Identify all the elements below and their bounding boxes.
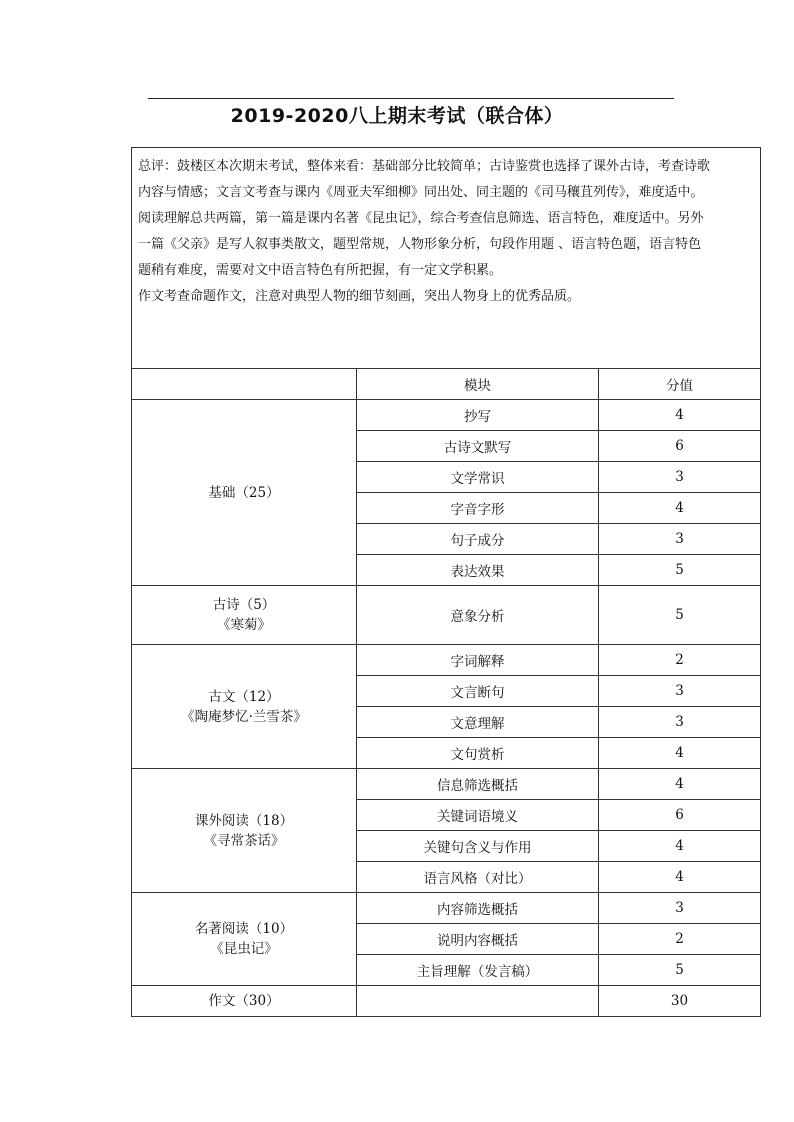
group-sub-label: 《陶庵梦忆·兰雪茶》 bbox=[181, 708, 307, 725]
score-cell: 3 bbox=[599, 462, 761, 493]
comment-line: 作文考查命题作文，注意对典型人物的细节刻画，突出人物身上的优秀品质。 bbox=[138, 289, 581, 304]
comment-line: 一篇《父亲》是写人叙事类散文，题型常规，人物形象分析，句段作用题 、语言特色题，语言特色 bbox=[138, 237, 702, 252]
score-cell: 4 bbox=[599, 831, 761, 862]
score-cell: 5 bbox=[599, 555, 761, 586]
group-label: 基础（25） bbox=[208, 484, 280, 501]
module-cell: 字音字形 bbox=[357, 493, 599, 524]
table-row bbox=[132, 769, 761, 800]
module-cell: 文学常识 bbox=[357, 462, 599, 493]
score-cell: 4 bbox=[599, 862, 761, 893]
module-cell: 关键句含义与作用 bbox=[357, 831, 599, 862]
module-cell: 内容筛选概括 bbox=[357, 893, 599, 924]
group-label: 古文（12） bbox=[208, 688, 280, 705]
group-label: 名著阅读（10） bbox=[194, 921, 294, 937]
score-cell: 30 bbox=[599, 986, 761, 1017]
comment-line: 题稍有难度，需要对文中语言特色有所把握，有一定文学积累。 bbox=[138, 263, 503, 278]
group-cell-poetry bbox=[132, 586, 357, 645]
comment-line: 阅读理解总共两篇，第一篇是课内名著《昆虫记》，综合考查信息筛选、语言特色，难度适中。另外 bbox=[138, 211, 704, 226]
module-cell: 文言断句 bbox=[357, 676, 599, 707]
comment-line: 内容与情感；文言文考查与课内《周亚夫军细柳》同出处、同主题的《司马穰苴列传》，难度适中。 bbox=[138, 185, 704, 200]
group-label: 作文（30） bbox=[208, 993, 280, 1009]
score-cell: 5 bbox=[599, 586, 761, 645]
module-cell: 句子成分 bbox=[357, 524, 599, 555]
module-cell: 说明内容概括 bbox=[357, 924, 599, 955]
group-sub-label: 《寒菊》 bbox=[217, 617, 271, 633]
module-cell: 文句赏析 bbox=[357, 738, 599, 769]
score-cell: 6 bbox=[599, 431, 761, 462]
exam-analysis-table bbox=[131, 147, 761, 1017]
header-module: 模块 bbox=[357, 369, 599, 400]
table-row bbox=[132, 400, 761, 431]
group-label: 古诗（5） bbox=[212, 597, 276, 613]
table-row bbox=[132, 586, 761, 645]
module-cell: 信息筛选概括 bbox=[357, 769, 599, 800]
header-score: 分值 bbox=[599, 369, 761, 400]
group-sub-label: 《昆虫记》 bbox=[210, 941, 278, 957]
group-label: 课外阅读（18） bbox=[194, 812, 294, 829]
group-cell-composition bbox=[132, 986, 357, 1017]
module-cell: 字词解释 bbox=[357, 645, 599, 676]
score-cell: 4 bbox=[599, 769, 761, 800]
document-title: 2019-2020八上期末考试（联合体） bbox=[230, 105, 564, 127]
module-cell: 关键词语境义 bbox=[357, 800, 599, 831]
module-cell: 主旨理解（发言稿） bbox=[357, 955, 599, 986]
table-row bbox=[132, 986, 761, 1017]
score-cell: 3 bbox=[599, 893, 761, 924]
comment-line: 总评：鼓楼区本次期末考试，整体来看：基础部分比较简单；古诗鉴赏也选择了课外古诗，考查诗歌 bbox=[138, 159, 711, 174]
score-cell: 3 bbox=[599, 676, 761, 707]
score-cell: 3 bbox=[599, 707, 761, 738]
module-cell: 抄写 bbox=[357, 400, 599, 431]
module-cell: 意象分析 bbox=[357, 586, 599, 645]
module-cell: 文意理解 bbox=[357, 707, 599, 738]
score-cell: 5 bbox=[599, 955, 761, 986]
header-blank-cell bbox=[132, 369, 357, 400]
module-cell: 古诗文默写 bbox=[357, 431, 599, 462]
score-cell: 4 bbox=[599, 400, 761, 431]
group-cell-extra-reading bbox=[132, 769, 357, 893]
table-row bbox=[132, 645, 761, 676]
table-row bbox=[132, 893, 761, 924]
group-cell-classical bbox=[132, 645, 357, 769]
module-cell: 表达效果 bbox=[357, 555, 599, 586]
group-cell-basics bbox=[132, 400, 357, 586]
overall-comment-cell bbox=[132, 148, 761, 369]
group-cell-classics-reading bbox=[132, 893, 357, 986]
score-cell: 6 bbox=[599, 800, 761, 831]
table-header-row bbox=[132, 369, 761, 400]
score-cell: 2 bbox=[599, 924, 761, 955]
score-cell: 3 bbox=[599, 524, 761, 555]
module-cell: 语言风格（对比） bbox=[357, 862, 599, 893]
score-cell: 4 bbox=[599, 493, 761, 524]
group-sub-label: 《寻常茶话》 bbox=[203, 832, 285, 849]
header-rule bbox=[148, 98, 674, 99]
module-cell bbox=[357, 986, 599, 1017]
score-cell: 2 bbox=[599, 645, 761, 676]
score-cell: 4 bbox=[599, 738, 761, 769]
